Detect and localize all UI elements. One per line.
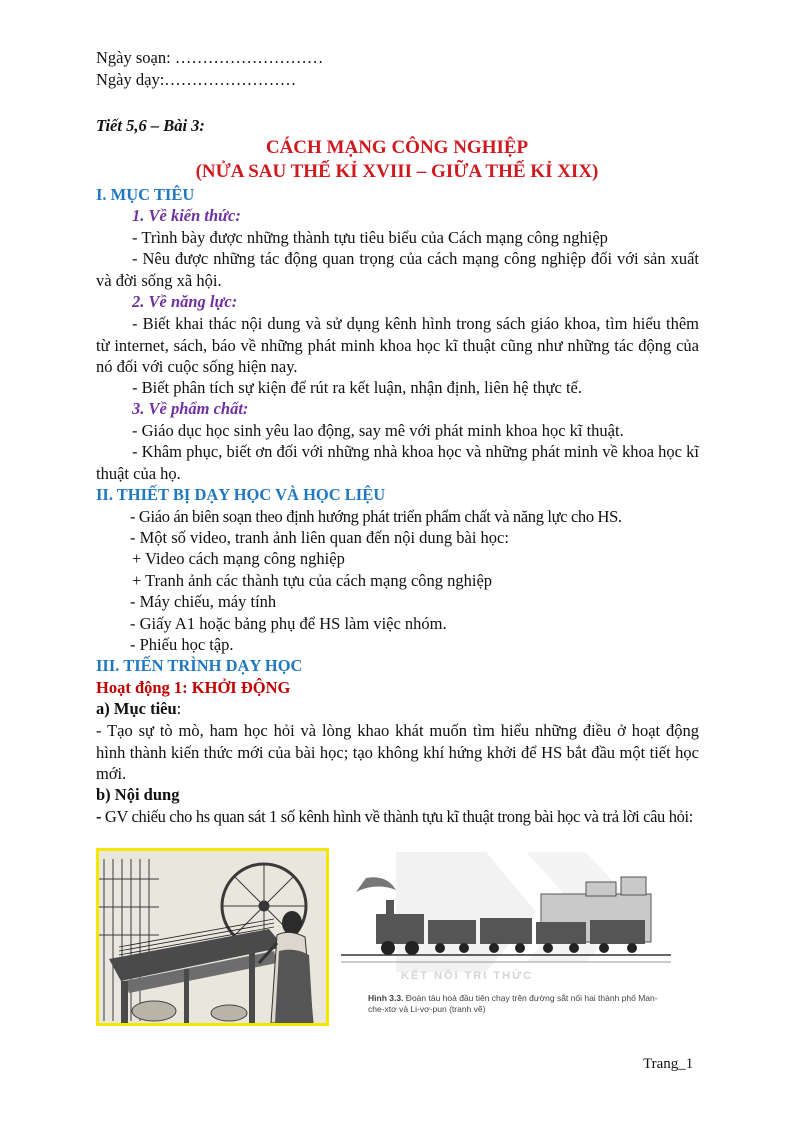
equipment-item: - Máy chiếu, máy tính xyxy=(130,592,277,611)
lesson-number: Tiết 5,6 – Bài 3: xyxy=(96,116,205,135)
lesson-title-line2: (NỬA SAU THẾ KỈ XVIII – GIỮA THẾ KỈ XIX) xyxy=(195,161,599,182)
quality-item: - Giáo dục học sinh yêu lao động, say mê với phát minh khoa học kĩ thuật. xyxy=(132,421,624,440)
section-equipment-heading: II. THIẾT BỊ DẠY HỌC VÀ HỌC LIỆU xyxy=(96,485,386,504)
equipment-item: - Một số video, tranh ảnh liên quan đến nội dung bài học: xyxy=(130,528,509,547)
page-number: Trang_1 xyxy=(643,1056,694,1072)
content-text: - GV chiếu cho hs quan sát 1 số kênh hình về thành tựu kĩ thuật trong bài học và trả lời câu hỏi: xyxy=(96,807,693,826)
equipment-item: + Tranh ảnh các thành tựu của cách mạng công nghiệp xyxy=(132,571,493,590)
figure-caption: Hình 3.3. Đoàn tàu hoả đầu tiên chạy trên đường sắt nối hai thành phố Man-che-xtơ và Li-vơ-pun (tranh vẽ) xyxy=(368,993,658,1014)
goal-text: - Tạo sự tò mò, ham học hỏi và lòng khao khát muốn tìm hiểu những điều ở hoạt động hình thành kiến thức mới của bài học; tạo không khí hứng khởi để HS bắt đầu một tiết học mới. xyxy=(96,721,699,783)
quality-item: - Khâm phục, biết ơn đối với những nhà khoa học và những phát minh về khoa học kĩ thuật của họ. xyxy=(96,442,699,483)
knowledge-heading: 1. Về kiến thức: xyxy=(132,206,241,225)
equipment-item: + Video cách mạng công nghiệp xyxy=(132,549,345,568)
section-process-heading: III. TIẾN TRÌNH DẠY HỌC xyxy=(96,656,303,675)
lesson-title-line1: CÁCH MẠNG CÔNG NGHIỆP xyxy=(265,137,529,158)
quality-heading: 3. Về phẩm chất: xyxy=(132,399,249,418)
ability-item: - Biết khai thác nội dung và sử dụng kênh hình trong sách giáo khoa, tìm hiểu thêm từ internet, sách, báo về những phát minh khoa học kĩ thuật cũng như những tác động của nó đối với cuộc sống hiện nay. xyxy=(96,314,699,376)
spinning-machine-illustration xyxy=(99,851,326,1023)
knowledge-item: - Trình bày được những thành tựu tiêu biểu của Cách mạng công nghiệp xyxy=(132,228,608,247)
activity-1-heading: Hoạt động 1: KHỞI ĐỘNG xyxy=(96,678,291,697)
spinning-machine-image xyxy=(96,848,329,1026)
teach-date: Ngày dạy:…………………… xyxy=(96,70,297,89)
prep-date: Ngày soạn: ……………………… xyxy=(96,48,324,67)
equipment-item: - Giáo án biên soạn theo định hướng phát triển phẩm chất và năng lực cho HS. xyxy=(130,507,622,526)
ability-heading: 2. Về năng lực: xyxy=(132,292,238,311)
goal-heading: a) Mục tiêu: xyxy=(96,699,182,718)
ability-item: - Biết phân tích sự kiện để rút ra kết luận, nhận định, liên hệ thực tế. xyxy=(132,378,582,397)
equipment-item: - Phiếu học tập. xyxy=(130,635,234,654)
watermark: KẾT NỐI TRI THỨC xyxy=(401,970,534,982)
section-objectives-heading: I. MỤC TIÊU xyxy=(96,185,195,204)
knowledge-item: - Nêu được những tác động quan trọng của cách mạng công nghiệp đối với sản xuất và đời sống xã hội. xyxy=(96,249,699,290)
equipment-item: - Giấy A1 hoặc bảng phụ để HS làm việc nhóm. xyxy=(130,614,447,633)
content-heading: b) Nội dung xyxy=(96,785,180,804)
